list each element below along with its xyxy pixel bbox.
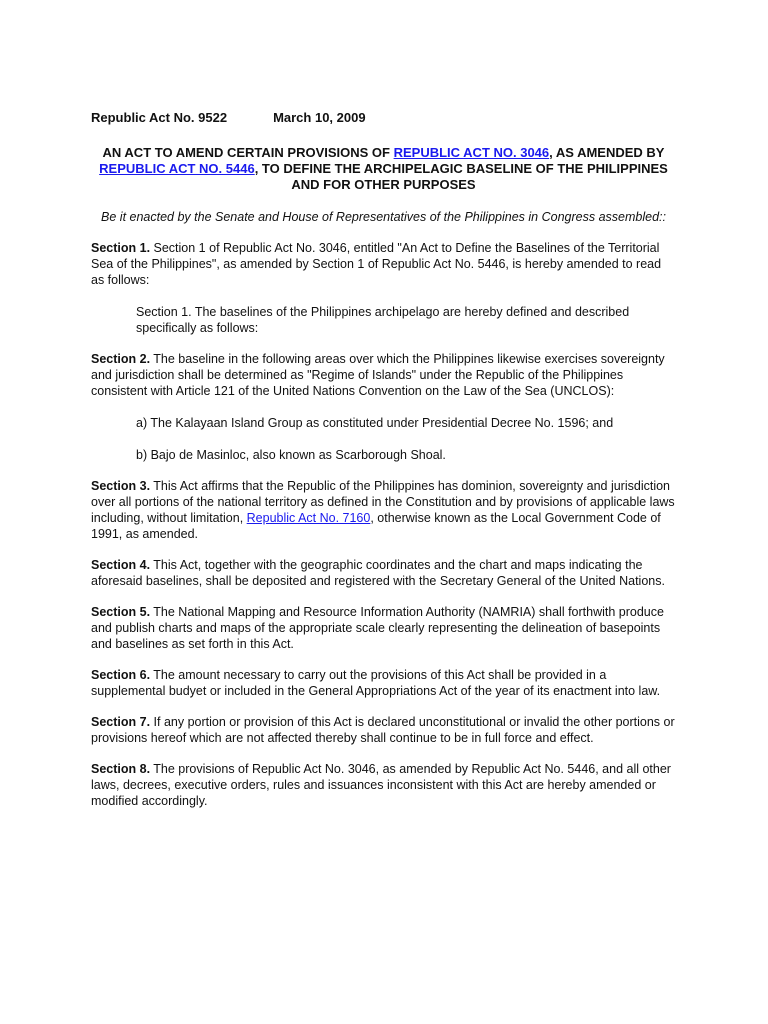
act-title: [91, 145, 676, 193]
section-2-item-a: a) The Kalayaan Island Group as constituted under Presidential Decree No. 1596; and: [136, 416, 614, 430]
section-1-quote: Section 1. The baselines of the Philippines archipelago are hereby defined and described specifically as follows:: [136, 305, 630, 335]
section-3-text-before: This Act affirms that the Republic of the Philippines has dominion, sovereignty and jurisdiction over all portions of the national territory as defined in the Constitution and by provisions of applicable laws including, without limitation,: [91, 479, 675, 525]
section-1-label: Section 1.: [91, 241, 151, 255]
section-5-text: The National Mapping and Resource Information Authority (NAMRIA) shall forthwith produce and publish charts and maps of the appropriate scale clearly representing the delineation of basepoints and baselines as set forth in this Act.: [91, 605, 664, 651]
section-3: [91, 478, 676, 542]
section-6: [91, 667, 676, 699]
section-7-text: If any portion or provision of this Act is declared unconstitutional or invalid the other portions or provisions hereof which are not affected thereby shall continue to be in full force and effect.: [91, 715, 675, 745]
section-3-text-after: , otherwise known as the Local Government Code of 1991, as amended.: [91, 511, 661, 541]
link-republic-act-3046[interactable]: REPUBLIC ACT NO. 3046: [393, 145, 550, 160]
section-6-text: The amount necessary to carry out the provisions of this Act shall be provided in a supplemental budyet or included in the General Appropriations Act of the year of its enactment into law.: [91, 668, 661, 698]
section-8-text: The provisions of Republic Act No. 3046, as amended by Republic Act No. 5446, and all other laws, decrees, executive orders, rules and issuances inconsistent with this Act are hereby amended or modified accordingly.: [91, 762, 671, 808]
link-republic-act-5446[interactable]: REPUBLIC ACT NO. 5446: [99, 161, 255, 176]
section-2-item-b: b) Bajo de Masinloc, also known as Scarborough Shoal.: [136, 448, 446, 462]
section-7: [91, 714, 676, 746]
section-3-label: Section 3.: [91, 479, 151, 493]
section-5-label: Section 5.: [91, 605, 151, 619]
section-7-label: Section 7.: [91, 715, 151, 729]
link-republic-act-7160[interactable]: Republic Act No. 7160: [246, 511, 371, 525]
document-page: [91, 110, 676, 809]
section-2: [91, 351, 676, 399]
section-8: [91, 761, 676, 809]
section-1-text: Section 1 of Republic Act No. 3046, entitled "An Act to Define the Baselines of the Territorial Sea of the Philippines", as amended by Section 1 of Republic Act No. 5446, is hereby amended to read as follows:: [91, 241, 662, 287]
section-1: [91, 240, 676, 288]
section-6-label: Section 6.: [91, 668, 151, 682]
section-5: [91, 604, 676, 652]
section-2-text: The baseline in the following areas over which the Philippines likewise exercises sovereignty and jurisdiction shall be determined as "Regime of Islands" under the Republic of the Philippines consistent with Article 121 of the United Nations Convention on the Law of the Sea (UNCLOS):: [91, 352, 665, 398]
title-part-3: , TO DEFINE THE ARCHIPELAGIC BASELINE OF THE PHILIPPINES AND FOR OTHER PURPOSES: [254, 161, 668, 192]
act-date: March 10, 2009: [273, 110, 366, 125]
section-4-text: This Act, together with the geographic coordinates and the chart and maps indicating the aforesaid baselines, shall be deposited and registered with the Secretary General of the United Nations.: [91, 558, 665, 588]
section-2-label: Section 2.: [91, 352, 151, 366]
section-4-label: Section 4.: [91, 558, 151, 572]
document-header: [91, 110, 676, 128]
section-4: [91, 557, 676, 589]
section-8-label: Section 8.: [91, 762, 151, 776]
title-part-1: AN ACT TO AMEND CERTAIN PROVISIONS OF: [102, 145, 394, 160]
enactment-clause: Be it enacted by the Senate and House of Representatives of the Philippines in Congress assembled::: [101, 210, 666, 224]
title-part-2: , AS AMENDED BY: [549, 145, 665, 160]
act-number: Republic Act No. 9522: [91, 110, 228, 125]
